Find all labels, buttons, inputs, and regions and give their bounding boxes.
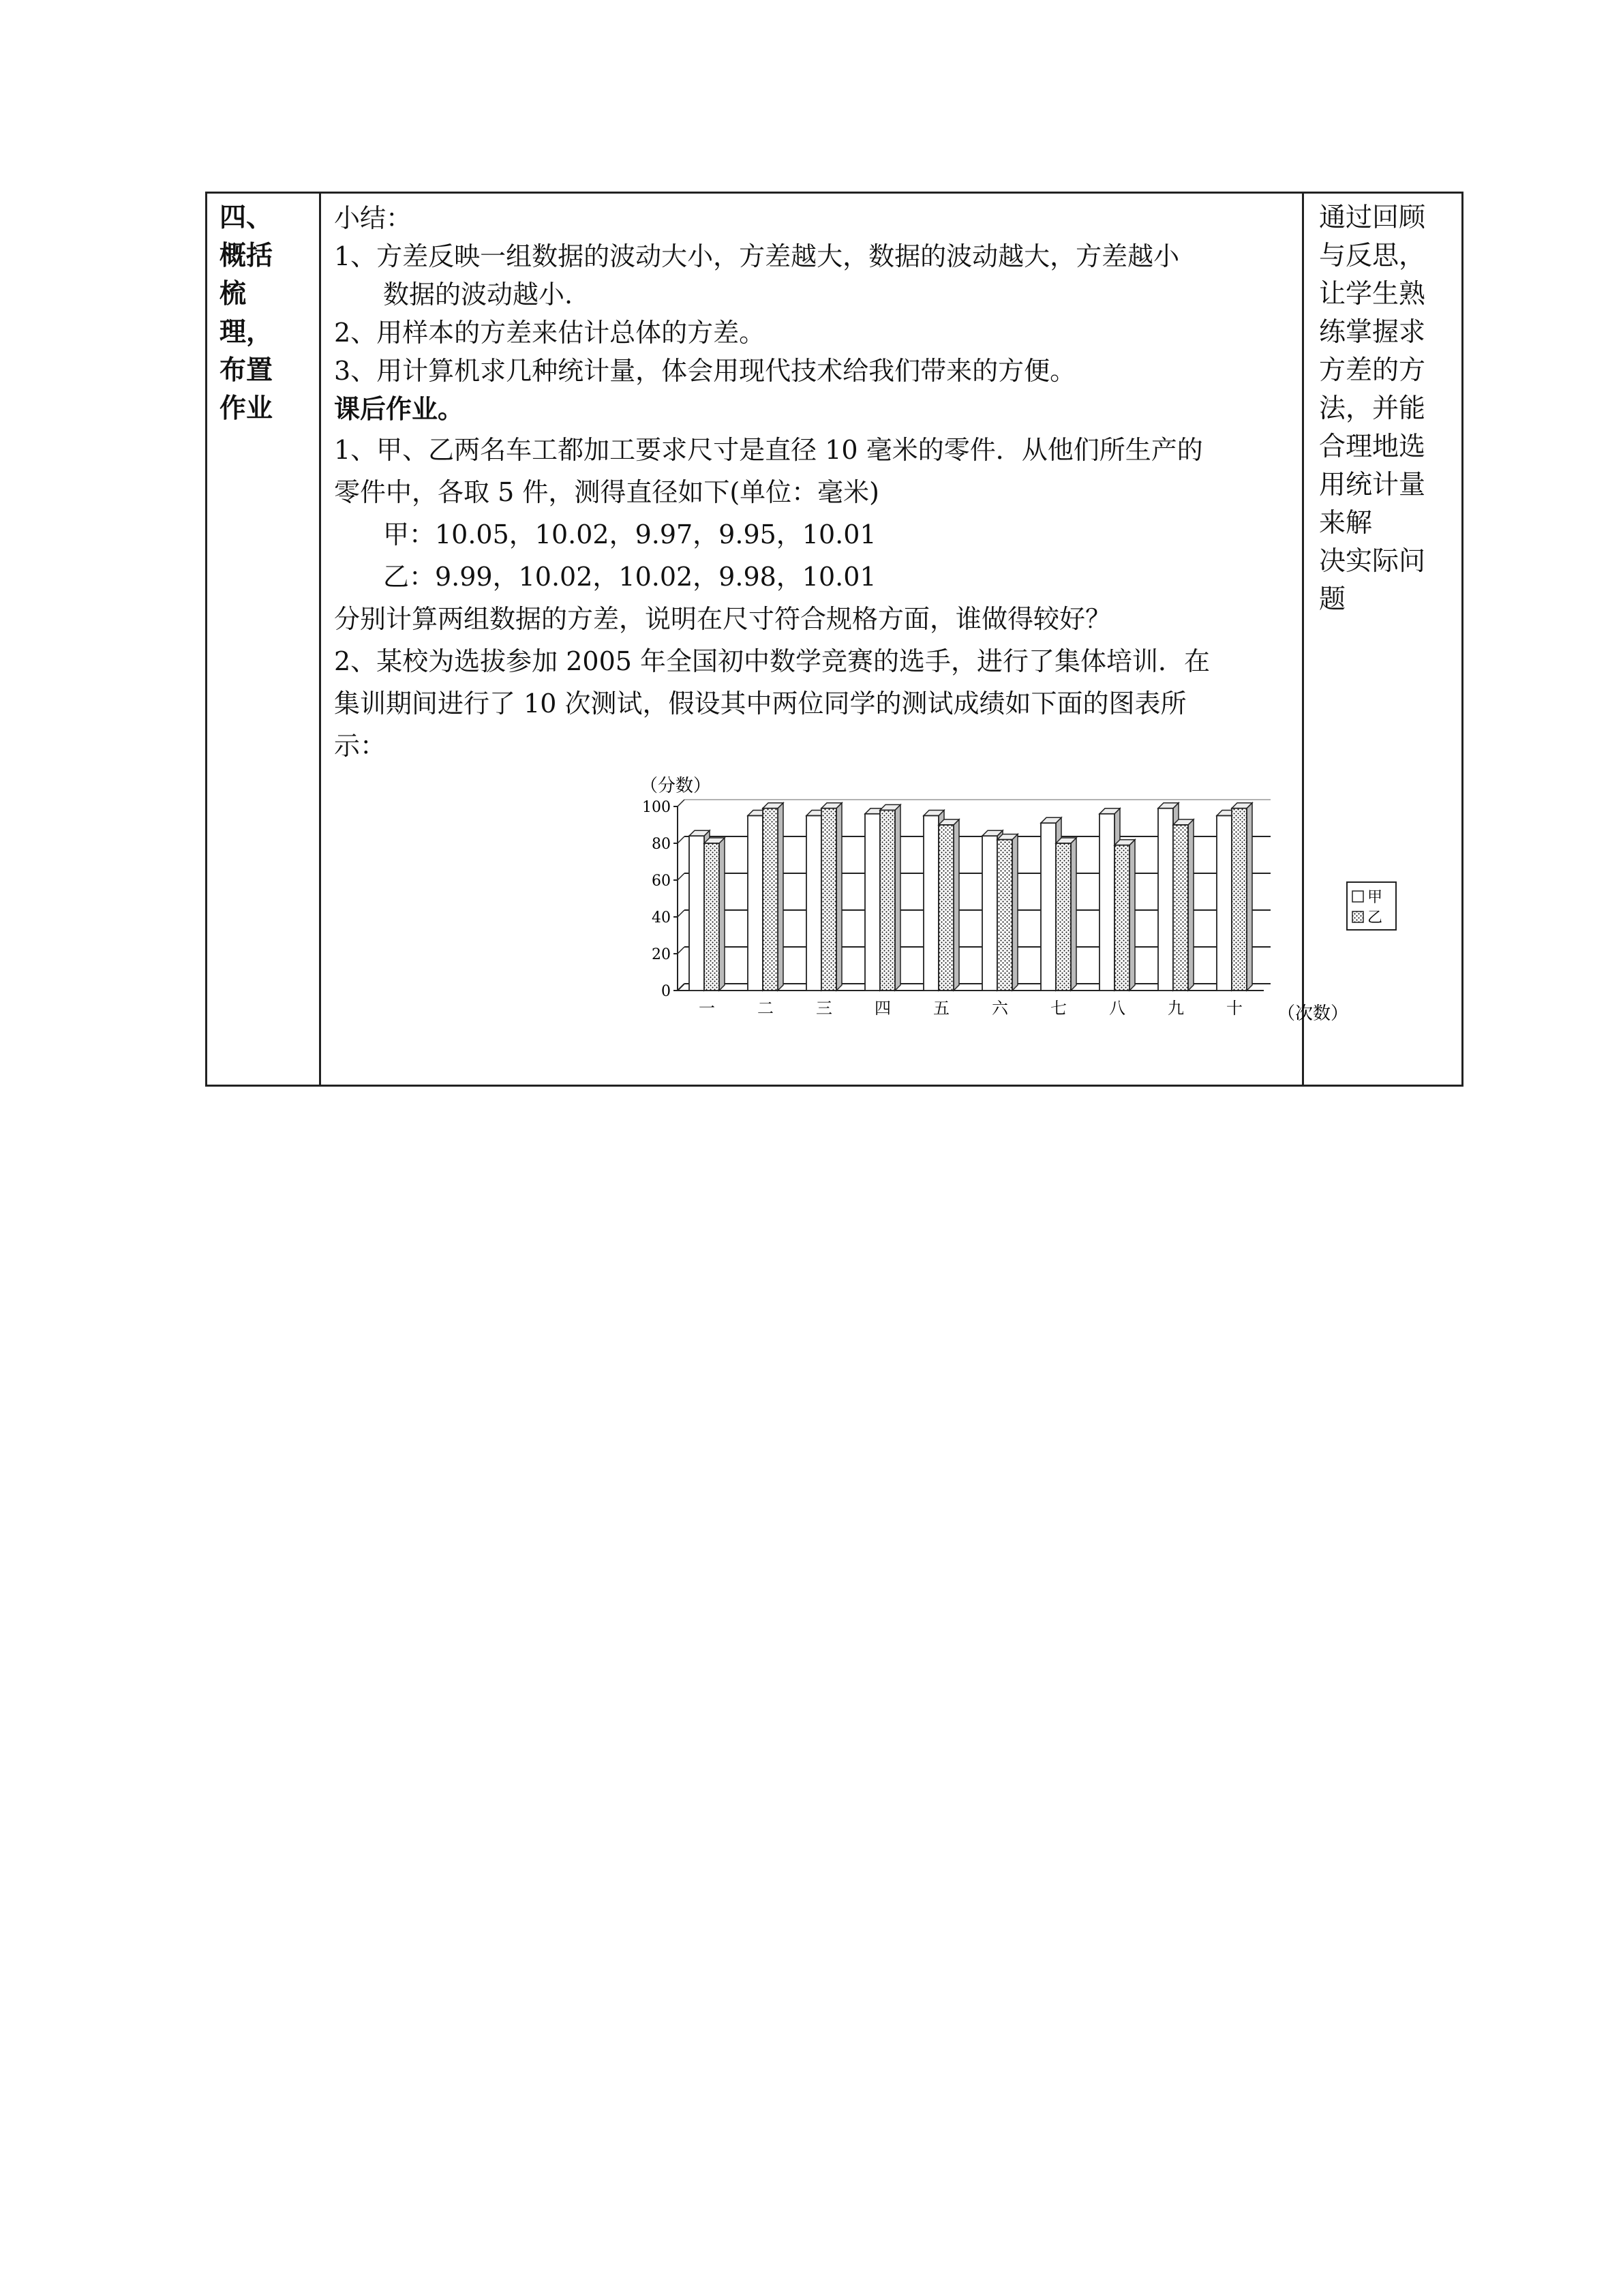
y-tick-label: 60: [652, 873, 671, 890]
y-axis-label: （分数）: [640, 776, 712, 796]
note-line: 决实际问: [1319, 546, 1426, 577]
section-header-line: 理，: [219, 317, 273, 348]
y-tick-label: 0: [661, 983, 671, 1000]
x-tick-label: 九: [1168, 999, 1184, 1018]
gridline-side: [678, 800, 684, 806]
y-tick-label: 20: [652, 946, 671, 963]
bar-jia: [865, 814, 880, 991]
legend-label: 甲: [1367, 889, 1383, 906]
section-header-line: 梳: [219, 279, 247, 309]
bar-jia: [748, 816, 763, 991]
section-header-line: 布置: [219, 355, 273, 386]
bar-side: [1247, 803, 1252, 991]
column-divider: [319, 194, 321, 1085]
bar-yi: [997, 840, 1012, 991]
bar-chart-svg: [425, 770, 1414, 1029]
homework-title: 课后作业。: [334, 394, 464, 424]
note-line: 通过回顾: [1319, 202, 1426, 233]
gridline-side: [678, 910, 684, 917]
homework-1-jia: 甲：10.05，10.02，9.97，9.95，10.01: [383, 519, 877, 549]
bar-yi: [1114, 845, 1129, 991]
score-chart: [425, 770, 1414, 1029]
note-line: 来解: [1319, 508, 1373, 539]
note-line: 用统计量: [1319, 470, 1426, 500]
homework-1: 1、甲、乙两名车工都加工要求尺寸是直径 10 毫米的零件．从他们所生产的: [334, 435, 1203, 465]
note-line: 练掌握求: [1319, 317, 1426, 348]
homework-1-yi: 乙：9.99，10.02，10.02，9.98，10.01: [383, 562, 877, 592]
notes-cell: [1319, 199, 1455, 619]
summary-item-1: 1、方差反映一组数据的波动大小，方差越大，数据的波动越大，方差越小: [334, 241, 1180, 271]
summary-item-1-cont: 数据的波动越小.: [383, 280, 573, 309]
section-header-line: 作业: [219, 393, 273, 424]
x-tick-label: 四: [875, 999, 891, 1018]
legend-label: 乙: [1367, 909, 1383, 926]
bar-yi: [763, 809, 778, 991]
bar-side: [895, 804, 900, 991]
y-tick-label: 80: [652, 836, 671, 853]
x-tick-label: 八: [1109, 999, 1125, 1018]
bar-jia: [982, 836, 997, 991]
bar-jia: [689, 836, 704, 991]
note-line: 合理地选: [1319, 432, 1426, 462]
homework-2: 2、某校为选拔参加 2005 年全国初中数学竞赛的选手，进行了集体培训．在: [334, 646, 1211, 676]
bar-jia: [1217, 816, 1232, 991]
x-tick-label: 二: [757, 999, 774, 1018]
content-cell: [334, 199, 1288, 765]
x-axis-label: （次数）: [1277, 1003, 1349, 1024]
y-tick-label: 40: [652, 909, 671, 926]
x-tick-label: 五: [933, 999, 950, 1018]
homework-1-cont: 零件中，各取 5 件，测得直径如下(单位：毫米): [334, 477, 879, 507]
y-tick-label: 100: [642, 799, 671, 816]
bar-yi: [880, 810, 895, 991]
bar-jia: [924, 816, 939, 991]
legend-swatch: [1352, 911, 1363, 922]
homework-1-question: 分别计算两组数据的方差，说明在尺寸符合规格方面，谁做得较好？: [334, 604, 1112, 634]
gridline-side: [678, 947, 684, 954]
section-header-line: 四、: [219, 202, 273, 233]
gridline-side: [678, 984, 684, 991]
bar-yi: [1173, 825, 1188, 991]
bar-jia: [1041, 823, 1056, 991]
note-line: 与反思，: [1319, 241, 1426, 271]
bar-yi: [939, 825, 954, 991]
bar-side: [1188, 819, 1194, 991]
summary-item-3: 3、用计算机求几种统计量，体会用现代技术给我们带来的方便。: [334, 356, 1076, 386]
note-line: 题: [1319, 584, 1346, 615]
bar-side: [719, 838, 725, 991]
gridline-side: [678, 873, 684, 880]
bar-yi: [1056, 843, 1071, 991]
bar-yi: [704, 843, 719, 991]
section-header-line: 概括: [219, 241, 273, 271]
x-tick-label: 一: [699, 999, 715, 1018]
lesson-table: [205, 192, 1463, 1087]
gridline-side: [678, 836, 684, 843]
summary-title: 小结：: [334, 203, 412, 233]
section-header: [219, 199, 308, 428]
bar-side: [1071, 838, 1076, 991]
x-tick-label: 十: [1226, 999, 1243, 1018]
homework-2-cont: 集训期间进行了 10 次测试，假设其中两位同学的测试成绩如下面的图表所: [334, 689, 1187, 719]
x-tick-label: 六: [992, 999, 1008, 1018]
bar-side: [836, 803, 842, 991]
bar-jia: [1158, 809, 1173, 991]
note-line: 方差的方: [1319, 355, 1426, 386]
note-line: 让学生熟: [1319, 279, 1426, 309]
legend-swatch: [1352, 891, 1363, 902]
note-line: 法，并能: [1319, 393, 1426, 424]
homework-2-end: 示：: [334, 731, 386, 761]
x-tick-label: 三: [816, 999, 832, 1018]
bar-jia: [1099, 814, 1114, 991]
bar-side: [778, 803, 783, 991]
bar-jia: [806, 816, 821, 991]
bar-side: [1012, 834, 1018, 991]
bar-yi: [1232, 809, 1247, 991]
x-tick-label: 七: [1050, 999, 1067, 1018]
summary-item-2: 2、用样本的方差来估计总体的方差。: [334, 318, 765, 348]
chart-legend: [1347, 882, 1396, 930]
bar-side: [954, 819, 959, 991]
bar-side: [1129, 840, 1135, 991]
bar-yi: [821, 809, 836, 991]
